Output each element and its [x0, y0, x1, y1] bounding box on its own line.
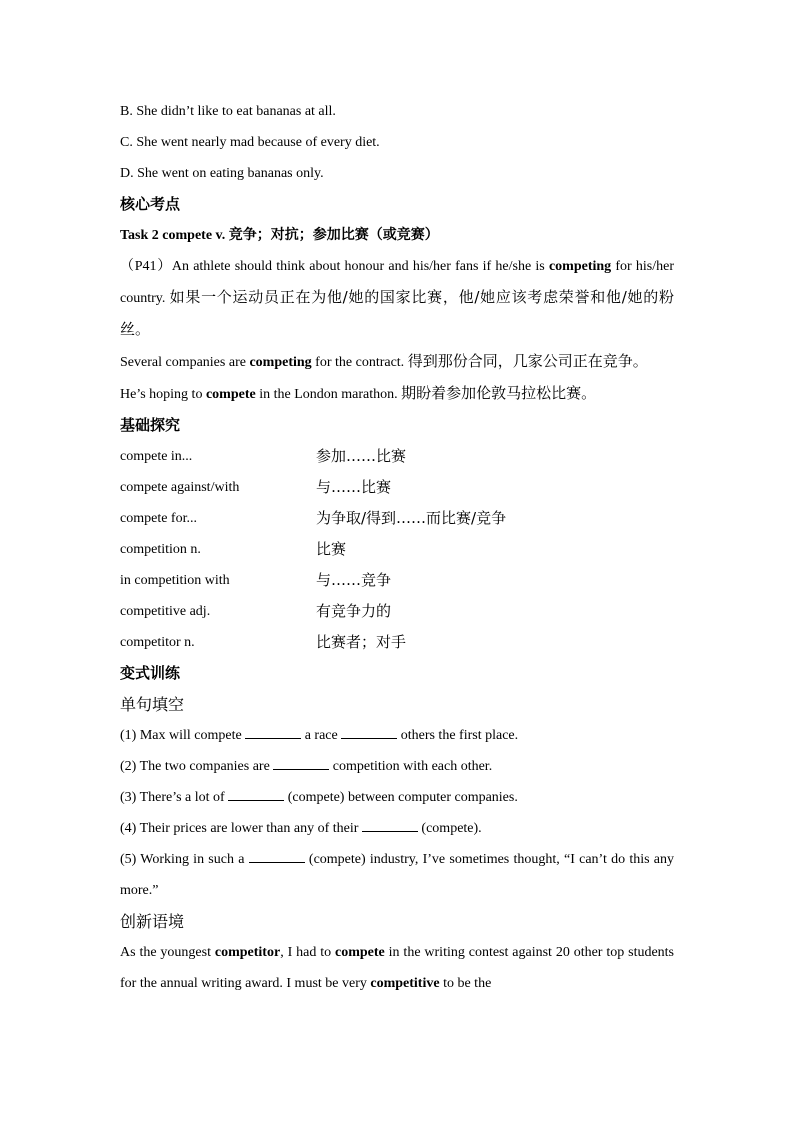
vocab-row [120, 503, 674, 534]
vocab-term: compete for... [120, 511, 197, 526]
document-page [120, 96, 674, 999]
example-2-bold: competing [249, 355, 312, 370]
section-heading-variant: 变式训练 [120, 664, 181, 682]
exercise-3-text-b: (compete) between computer companies. [284, 790, 518, 805]
example-1-bold: competing [548, 259, 612, 274]
vocab-row [120, 441, 674, 472]
context-text-3: in the writing contest against 20 other top students for the annual writing award. I must be very [120, 945, 675, 991]
section-heading-context: 创新语境 [120, 912, 185, 931]
exercise-1-text-a: (1) Max will compete [120, 728, 246, 743]
exercise-4-text-a: (4) Their prices are lower than any of their [120, 821, 362, 836]
example-1-text: （P41）An athlete should think about honour and his/her fans if he/she is [120, 259, 549, 274]
vocab-meaning: 与……比赛 [316, 478, 392, 496]
vocab-term: compete in... [120, 449, 193, 464]
example-3-suffix: in the London marathon. [255, 387, 398, 402]
example-3-translation: 期盼着参加伦敦马拉松比赛。 [401, 384, 597, 402]
exercise-2 [120, 751, 674, 782]
context-bold-2: compete [335, 945, 385, 960]
vocab-meaning: 比赛 [316, 540, 347, 558]
exercise-4-text-b: (compete). [417, 821, 482, 836]
option-c: C. She went nearly mad because of every diet. [120, 135, 380, 150]
answer-blank[interactable] [228, 787, 284, 801]
vocab-row [120, 534, 674, 565]
exercise-2-text-a: (2) The two companies are [120, 759, 274, 774]
example-2 [120, 346, 674, 378]
vocab-meaning: 参加……比赛 [316, 447, 407, 465]
vocab-term: compete against/with [120, 480, 240, 495]
section-heading-core: 核心考点 [120, 195, 181, 213]
answer-blank[interactable] [341, 725, 397, 739]
vocab-row [120, 627, 674, 658]
vocab-meaning: 比赛者；对手 [316, 633, 407, 651]
example-1-suffix: for his/her country. [120, 259, 674, 306]
answer-blank[interactable] [245, 725, 301, 739]
exercise-2-text-b: competition with each other. [329, 759, 493, 774]
example-2-translation: 得到那份合同，几家公司正在竞争。 [407, 352, 648, 370]
option-d: D. She went on eating bananas only. [120, 166, 324, 181]
context-paragraph [120, 937, 674, 999]
context-bold-1: competitor [214, 945, 281, 960]
context-text-4: to be the [439, 976, 492, 991]
example-1-translation: 如果一个运动员正在为他/她的国家比赛，他/她应该考虑荣誉和他/她的粉丝。 [120, 288, 674, 338]
answer-blank[interactable] [273, 756, 329, 770]
exercise-3 [120, 782, 674, 813]
example-3-text: He’s hoping to [120, 387, 206, 402]
vocab-term: competitive adj. [120, 604, 211, 619]
context-text-2: , I had to [280, 945, 335, 960]
exercise-3-text-a: (3) There’s a lot of [120, 790, 229, 805]
task-title: Task 2 compete v. 竞争；对抗；参加比赛（或竞赛） [120, 228, 439, 243]
exercise-4 [120, 813, 674, 844]
exercise-1-text-c: others the first place. [397, 728, 519, 743]
context-bold-3: competitive [370, 976, 440, 991]
exercise-5-text-b: (compete) industry, I’ve sometimes thought, “I can’t do this any more.” [120, 852, 674, 898]
vocab-row [120, 565, 674, 596]
example-2-suffix: for the contract. [311, 355, 405, 370]
option-b: B. She didn’t like to eat bananas at all. [120, 104, 336, 119]
answer-blank[interactable] [362, 818, 418, 832]
vocab-meaning: 为争取/得到……而比赛/竞争 [316, 509, 507, 527]
vocab-term: competitor n. [120, 635, 195, 650]
vocab-meaning: 有竞争力的 [316, 602, 392, 620]
vocab-meaning: 与……竞争 [316, 571, 392, 589]
vocab-term: competition n. [120, 542, 201, 557]
vocab-row [120, 472, 674, 503]
example-3-bold: compete [205, 387, 256, 402]
example-3 [120, 378, 674, 410]
context-text-1: As the youngest [120, 945, 215, 960]
example-2-text: Several companies are [120, 355, 250, 370]
section-heading-basic: 基础探究 [120, 416, 181, 434]
vocab-row [120, 596, 674, 627]
example-1 [120, 251, 674, 346]
exercise-5-text-a: (5) Working in such a [120, 852, 249, 867]
exercise-1 [120, 720, 674, 751]
section-heading-fill: 单句填空 [120, 695, 185, 714]
vocab-term: in competition with [120, 573, 230, 588]
exercise-1-text-b: a race [301, 728, 342, 743]
answer-blank[interactable] [249, 849, 305, 863]
exercise-5 [120, 844, 674, 906]
